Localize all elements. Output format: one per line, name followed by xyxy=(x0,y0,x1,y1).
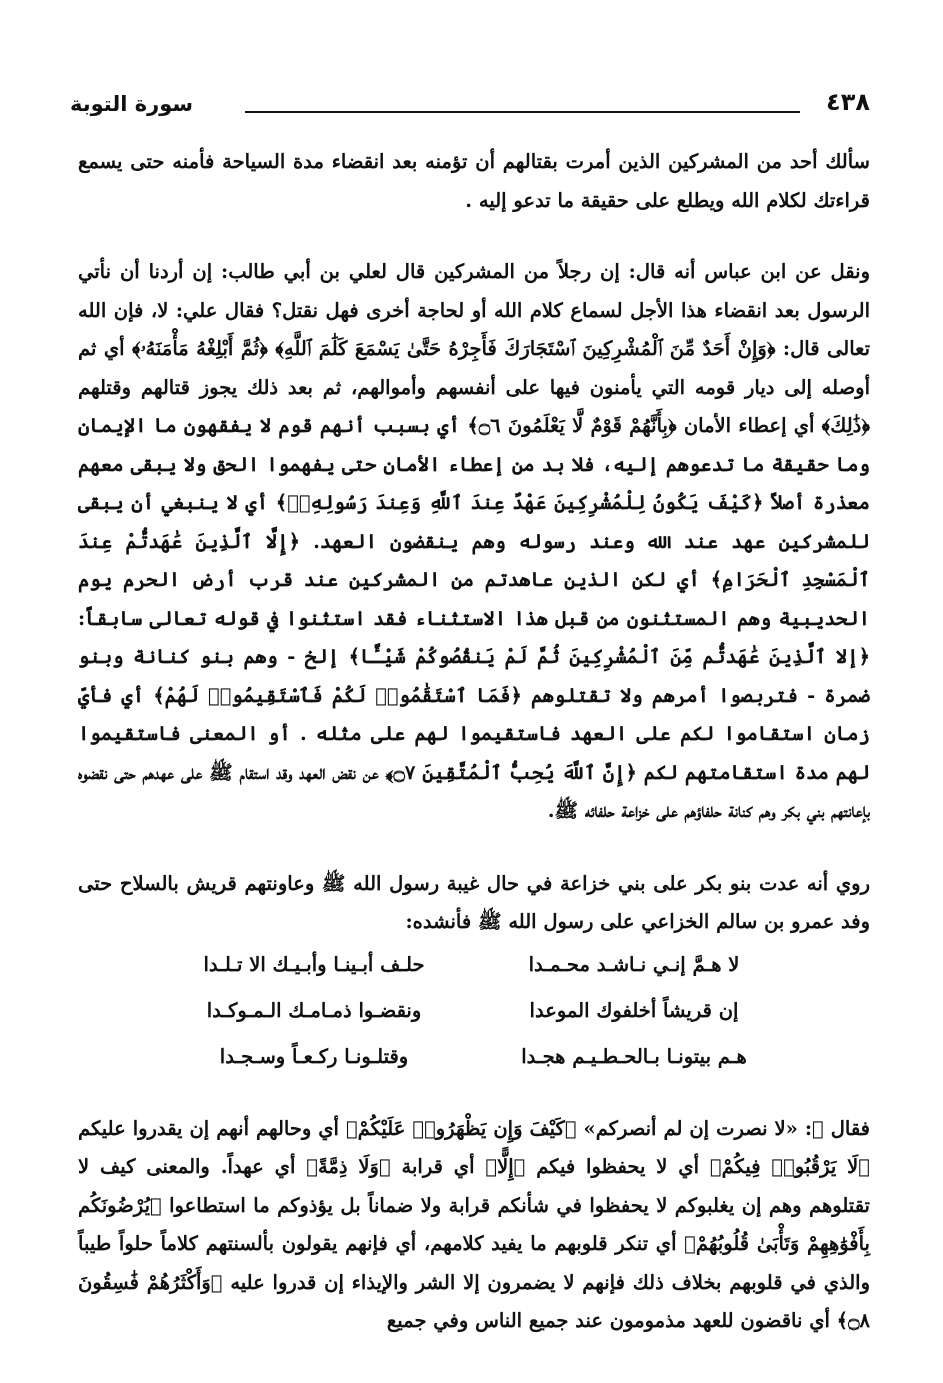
surah-name: سورة التوبة xyxy=(70,92,194,116)
paragraph-gap xyxy=(78,220,870,253)
hemistich-first: إن قريشاً أخلفوك الموعدا xyxy=(529,998,739,1022)
poem-verse xyxy=(174,1034,774,1080)
poem xyxy=(174,942,774,1080)
paragraph-gap xyxy=(78,831,870,865)
poem-verse xyxy=(174,988,774,1034)
hemistich-second: وقتلـونـا ركـعـاً وسـجـدا xyxy=(219,1044,409,1068)
paragraph: ونقل عن ابن عباس أنه قال: إن رجلاً من المشركين قال لعلي بن أبي طالب: إن أردنا أن نأتي الرسول بعد انقضاء هذا الأجل لسماع كلام الله أو لحاجة أخرى فهل نقتل؟ فقال علي: لا، فإن الله تعالى قال: ﴿وَإِنْ أَحَدٌ مِّنَ ٱلْمُشْرِكِينَ ٱسْتَجَارَكَ فَأَجِرْهُ حَتَّىٰ يَسْمَعَ كَلَٰمَ ٱللَّهِ﴾ ﴿ثُمَّ أَبْلِغْهُ مَأْمَنَهُۥ﴾ أي ثم أوصله إلى ديار قومه التي يأمنون فيها على أنفسهم وأموالهم، ثم بعد ذلك يجوز قتالهم وقتلهم ﴿ذَٰلِكَ﴾ أي إعطاء الأمان ﴿بِأَنَّهُمْ قَوْمٌ لَّا يَعْلَمُونَ ۝٦﴾ أي بسبب أنهم قوم لا يفقهون ما الإيمان وما حقيقة ما تدعوهم إليه، فلا بد من إعطاء الأمان حتى يفهموا الحق ولا يبقى معهم معذرة أصلاً ﴿كَيْفَ يَكُونُ لِلْمُشْرِكِينَ عَهْدٌ عِندَ ٱللَّهِ وَعِندَ رَسُولِهِۦٓ﴾ أي لا ينبغي أن يبقى للمشركين عهد عند الله وعند رسوله وهم ينقضون العهد. ﴿إِلَّا ٱلَّذِينَ عَٰهَدتُّمْ عِندَ ٱلْمَسْجِدِ ٱلْحَرَامِ﴾ أي لكن الذين عاهدتم من المشركين عند قرب أرض الحرم يوم الحديبية وهم المستثنون من قبل هذا الاستثناء فقد استثنوا في قوله تعالى سابقاً: ﴿إلا ٱلَّذِينَ عَٰهَدتُّم مِّنَ ٱلْمُشْرِكِينَ ثُمَّ لَمْ يَنقُصُوكُمْ شَيْـًٔا﴾ إلخ - وهم بنو كنانة وبنو ضمرة - فتربصوا أمرهم ولا تقتلوهم ﴿فَمَا ٱسْتَقَٰمُوا۟ لَكُمْ فَٱسْتَقِيمُوا۟ لَهُمْ﴾ أي فأيّ زمان استقاموا لكم على العهد فاستقيموا لهم على مثله . أو المعنى فاستقيموا لهم مدة استقامتهم لكم ﴿إِنَّ ٱللَّهَ يُحِبُّ ٱلْمُتَّقِينَ ۝٧﴾ عن نقض العهد وقد استقام ﷺ على عهدهم حتى نقضوه بإعانتهم بني بكر وهم كنانة حلفاؤهم على خزاعة حلفائه ﷺ. xyxy=(78,260,870,822)
paragraph-gap xyxy=(78,1080,870,1110)
hemistich-first: هـم بيتونـا بـالحـطـيـم هجـدا xyxy=(521,1044,747,1068)
poem-verse xyxy=(174,942,774,988)
page-number: ٤٣٨ xyxy=(826,88,870,116)
hemistich-second: ونقضـوا ذمـامـك الـمـوكـدا xyxy=(206,998,422,1022)
page-body xyxy=(78,143,870,1341)
hemistich-second: حلـف أبـينـا وأبـيـك الا تـلـدا xyxy=(203,952,425,976)
hemistich-first: لا هـمَّ إنـي نـاشـد محـمـدا xyxy=(528,952,740,976)
page-header xyxy=(70,88,870,128)
paragraph: روي أنه عدت بنو بكر على بني خزاعة في حال غيبة رسول الله ﷺ وعاونتهم قريش بالسلاح حتى وفد عمرو بن سالم الخزاعي على رسول الله ﷺ فأنشده: xyxy=(78,871,870,933)
paragraph: فقال ﷺ: «لا نصرت إن لم أنصركم» ﴿كَيْفَ وَإِن يَظْهَرُوا۟ عَلَيْكُمْ﴾ أي وحالهم أنهم إن يقدروا عليكم ﴿لَا يَرْقُبُوا۟ فِيكُمْ﴾ أي لا يحفظوا فيكم ﴿إِلًّا﴾ أي قرابة ﴿وَلَا ذِمَّةً﴾ أي عهداً. والمعنى كيف لا تقتلوهم وهم إن يغلبوكم لا يحفظوا في شأنكم قرابة ولا ضماناً بل يؤذوكم ما استطاعوا ﴿يُرْضُونَكُم بِأَفْوَٰهِهِمْ وَتَأْبَىٰ قُلُوبُهُمْ﴾ أي تنكر قلوبهم ما يفيد كلامهم، أي فإنهم يقولون بألسنتهم كلاماً حلواً طيباً والذي في قلوبهم بخلاف ذلك فإنهم لا يضمرون إلا الشر والإيذاء إن قدروا عليه ﴿وَأَكْثَرُهُمْ فَٰسِقُونَ ۝٨﴾ أي ناقضون للعهد مذمومون عند جميع الناس وفي جميع xyxy=(78,1116,870,1332)
header-rule xyxy=(245,111,800,113)
paragraph: سألك أحد من المشركين الذين أمرت بقتالهم أن تؤمنه بعد انقضاء مدة السياحة فأمنه حتى يسمع قراءتك لكلام الله ويطلع على حقيقة ما تدعو إليه . xyxy=(78,150,870,212)
